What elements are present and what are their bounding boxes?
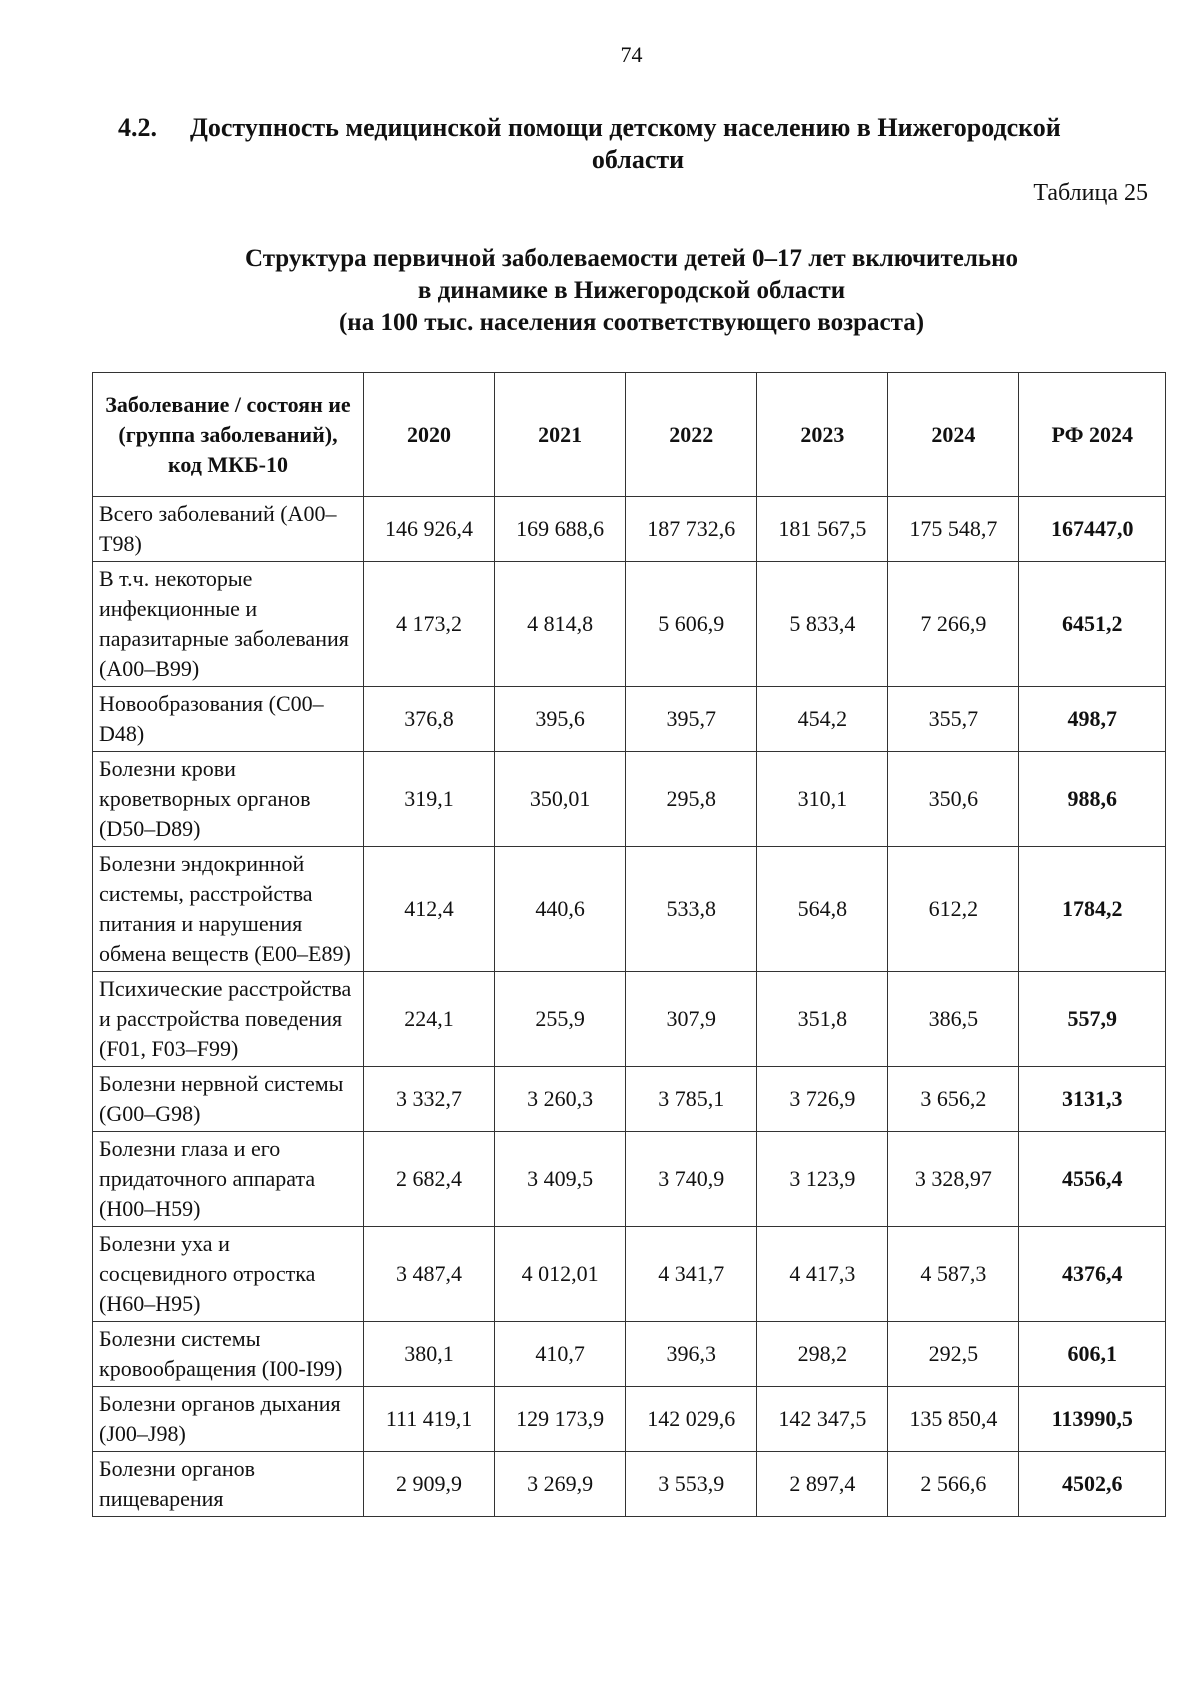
column-header-2020: 2020: [364, 373, 495, 497]
value-cell: 187 732,6: [626, 497, 757, 562]
value-cell: 111 419,1: [364, 1387, 495, 1452]
table-row: [93, 847, 1166, 972]
section-number: 4.2.: [118, 113, 157, 142]
table-row: [93, 687, 1166, 752]
table-number: Таблица 25: [1033, 180, 1148, 206]
value-cell: 3 487,4: [364, 1227, 495, 1322]
value-cell: 3 123,9: [757, 1132, 888, 1227]
value-cell: 3 260,3: [495, 1067, 626, 1132]
disease-name-cell: Болезни глаза и его придаточного аппарата (Н00–Н59): [93, 1132, 364, 1227]
value-cell: 3 785,1: [626, 1067, 757, 1132]
value-cell: 5 606,9: [626, 562, 757, 687]
rf-value-cell: 167447,0: [1019, 497, 1166, 562]
rf-value-cell: 498,7: [1019, 687, 1166, 752]
value-cell: 3 553,9: [626, 1452, 757, 1517]
value-cell: 292,5: [888, 1322, 1019, 1387]
disease-name-cell: Новообразования (С00–D48): [93, 687, 364, 752]
value-cell: 396,3: [626, 1322, 757, 1387]
value-cell: 4 587,3: [888, 1227, 1019, 1322]
table-header-row: [93, 373, 1166, 497]
table-title-line3: (на 100 тыс. населения соответствующего возраста): [338, 309, 925, 336]
table-body: [93, 497, 1166, 1517]
column-header-rf-2024: РФ 2024: [1019, 373, 1166, 497]
value-cell: 395,7: [626, 687, 757, 752]
value-cell: 129 173,9: [495, 1387, 626, 1452]
value-cell: 142 029,6: [626, 1387, 757, 1452]
value-cell: 4 341,7: [626, 1227, 757, 1322]
table-row: [93, 1067, 1166, 1132]
table-title-line2: в динамике в Нижегородской области: [417, 277, 846, 304]
value-cell: 3 726,9: [757, 1067, 888, 1132]
disease-name-cell: Болезни системы кровообращения (I00-I99): [93, 1322, 364, 1387]
value-cell: 380,1: [364, 1322, 495, 1387]
disease-name-cell: Болезни органов пищеварения: [93, 1452, 364, 1517]
value-cell: 175 548,7: [888, 497, 1019, 562]
table-title: [0, 243, 1200, 339]
value-cell: 169 688,6: [495, 497, 626, 562]
table-row: [93, 1132, 1166, 1227]
rf-value-cell: 4556,4: [1019, 1132, 1166, 1227]
column-header-2022: 2022: [626, 373, 757, 497]
disease-name-cell: Болезни эндокринной системы, расстройства питания и нарушения обмена веществ (Е00–Е89): [93, 847, 364, 972]
value-cell: 3 740,9: [626, 1132, 757, 1227]
table-row: [93, 1227, 1166, 1322]
value-cell: 224,1: [364, 972, 495, 1067]
rf-value-cell: 113990,5: [1019, 1387, 1166, 1452]
value-cell: 4 417,3: [757, 1227, 888, 1322]
value-cell: 412,4: [364, 847, 495, 972]
section-title-line2: области: [591, 145, 685, 174]
rf-value-cell: 4376,4: [1019, 1227, 1166, 1322]
value-cell: 310,1: [757, 752, 888, 847]
value-cell: 564,8: [757, 847, 888, 972]
value-cell: 3 269,9: [495, 1452, 626, 1517]
rf-value-cell: 606,1: [1019, 1322, 1166, 1387]
value-cell: 5 833,4: [757, 562, 888, 687]
value-cell: 2 682,4: [364, 1132, 495, 1227]
table-row: [93, 562, 1166, 687]
value-cell: 376,8: [364, 687, 495, 752]
section-title-line1: Доступность медицинской помощи детскому населению в Нижегородской: [190, 113, 1061, 142]
value-cell: 135 850,4: [888, 1387, 1019, 1452]
value-cell: 255,9: [495, 972, 626, 1067]
value-cell: 386,5: [888, 972, 1019, 1067]
table-row: [93, 497, 1166, 562]
value-cell: 181 567,5: [757, 497, 888, 562]
value-cell: 319,1: [364, 752, 495, 847]
value-cell: 440,6: [495, 847, 626, 972]
page-number: 74: [620, 42, 643, 67]
value-cell: 612,2: [888, 847, 1019, 972]
value-cell: 3 656,2: [888, 1067, 1019, 1132]
disease-name-cell: Болезни органов дыхания (J00–J98): [93, 1387, 364, 1452]
disease-name-cell: Болезни крови кроветворных органов (D50–D89): [93, 752, 364, 847]
rf-value-cell: 557,9: [1019, 972, 1166, 1067]
value-cell: 351,8: [757, 972, 888, 1067]
value-cell: 4 173,2: [364, 562, 495, 687]
rf-value-cell: 1784,2: [1019, 847, 1166, 972]
value-cell: 533,8: [626, 847, 757, 972]
disease-name-cell: Всего заболеваний (А00–Т98): [93, 497, 364, 562]
value-cell: 4 012,01: [495, 1227, 626, 1322]
value-cell: 410,7: [495, 1322, 626, 1387]
value-cell: 2 897,4: [757, 1452, 888, 1517]
value-cell: 355,7: [888, 687, 1019, 752]
column-header-2021: 2021: [495, 373, 626, 497]
value-cell: 295,8: [626, 752, 757, 847]
disease-name-cell: Болезни нервной системы (G00–G98): [93, 1067, 364, 1132]
table-row: [93, 1387, 1166, 1452]
value-cell: 3 409,5: [495, 1132, 626, 1227]
morbidity-table: [92, 372, 1166, 1517]
disease-name-cell: Болезни уха и сосцевидного отростка (Н60–Н95): [93, 1227, 364, 1322]
value-cell: 350,01: [495, 752, 626, 847]
value-cell: 2 909,9: [364, 1452, 495, 1517]
column-header-2023: 2023: [757, 373, 888, 497]
value-cell: 146 926,4: [364, 497, 495, 562]
value-cell: 2 566,6: [888, 1452, 1019, 1517]
value-cell: 4 814,8: [495, 562, 626, 687]
table-row: [93, 1322, 1166, 1387]
value-cell: 142 347,5: [757, 1387, 888, 1452]
value-cell: 395,6: [495, 687, 626, 752]
value-cell: 307,9: [626, 972, 757, 1067]
table-row: [93, 752, 1166, 847]
table-row: [93, 1452, 1166, 1517]
table-title-line1: Структура первичной заболеваемости детей 0–17 лет включительно: [245, 245, 1018, 272]
column-header-2024: 2024: [888, 373, 1019, 497]
section-heading: [118, 112, 1178, 176]
value-cell: 3 332,7: [364, 1067, 495, 1132]
rf-value-cell: 3131,3: [1019, 1067, 1166, 1132]
value-cell: 298,2: [757, 1322, 888, 1387]
disease-name-cell: Психические расстройства и расстройства поведения (F01, F03–F99): [93, 972, 364, 1067]
disease-name-cell: В т.ч. некоторые инфекционные и паразитарные заболевания (А00–В99): [93, 562, 364, 687]
rf-value-cell: 6451,2: [1019, 562, 1166, 687]
table-row: [93, 972, 1166, 1067]
value-cell: 454,2: [757, 687, 888, 752]
value-cell: 3 328,97: [888, 1132, 1019, 1227]
column-header-disease: Заболевание / состоян ие (группа заболеваний), код МКБ-10: [93, 373, 364, 497]
value-cell: 350,6: [888, 752, 1019, 847]
rf-value-cell: 988,6: [1019, 752, 1166, 847]
value-cell: 7 266,9: [888, 562, 1019, 687]
rf-value-cell: 4502,6: [1019, 1452, 1166, 1517]
